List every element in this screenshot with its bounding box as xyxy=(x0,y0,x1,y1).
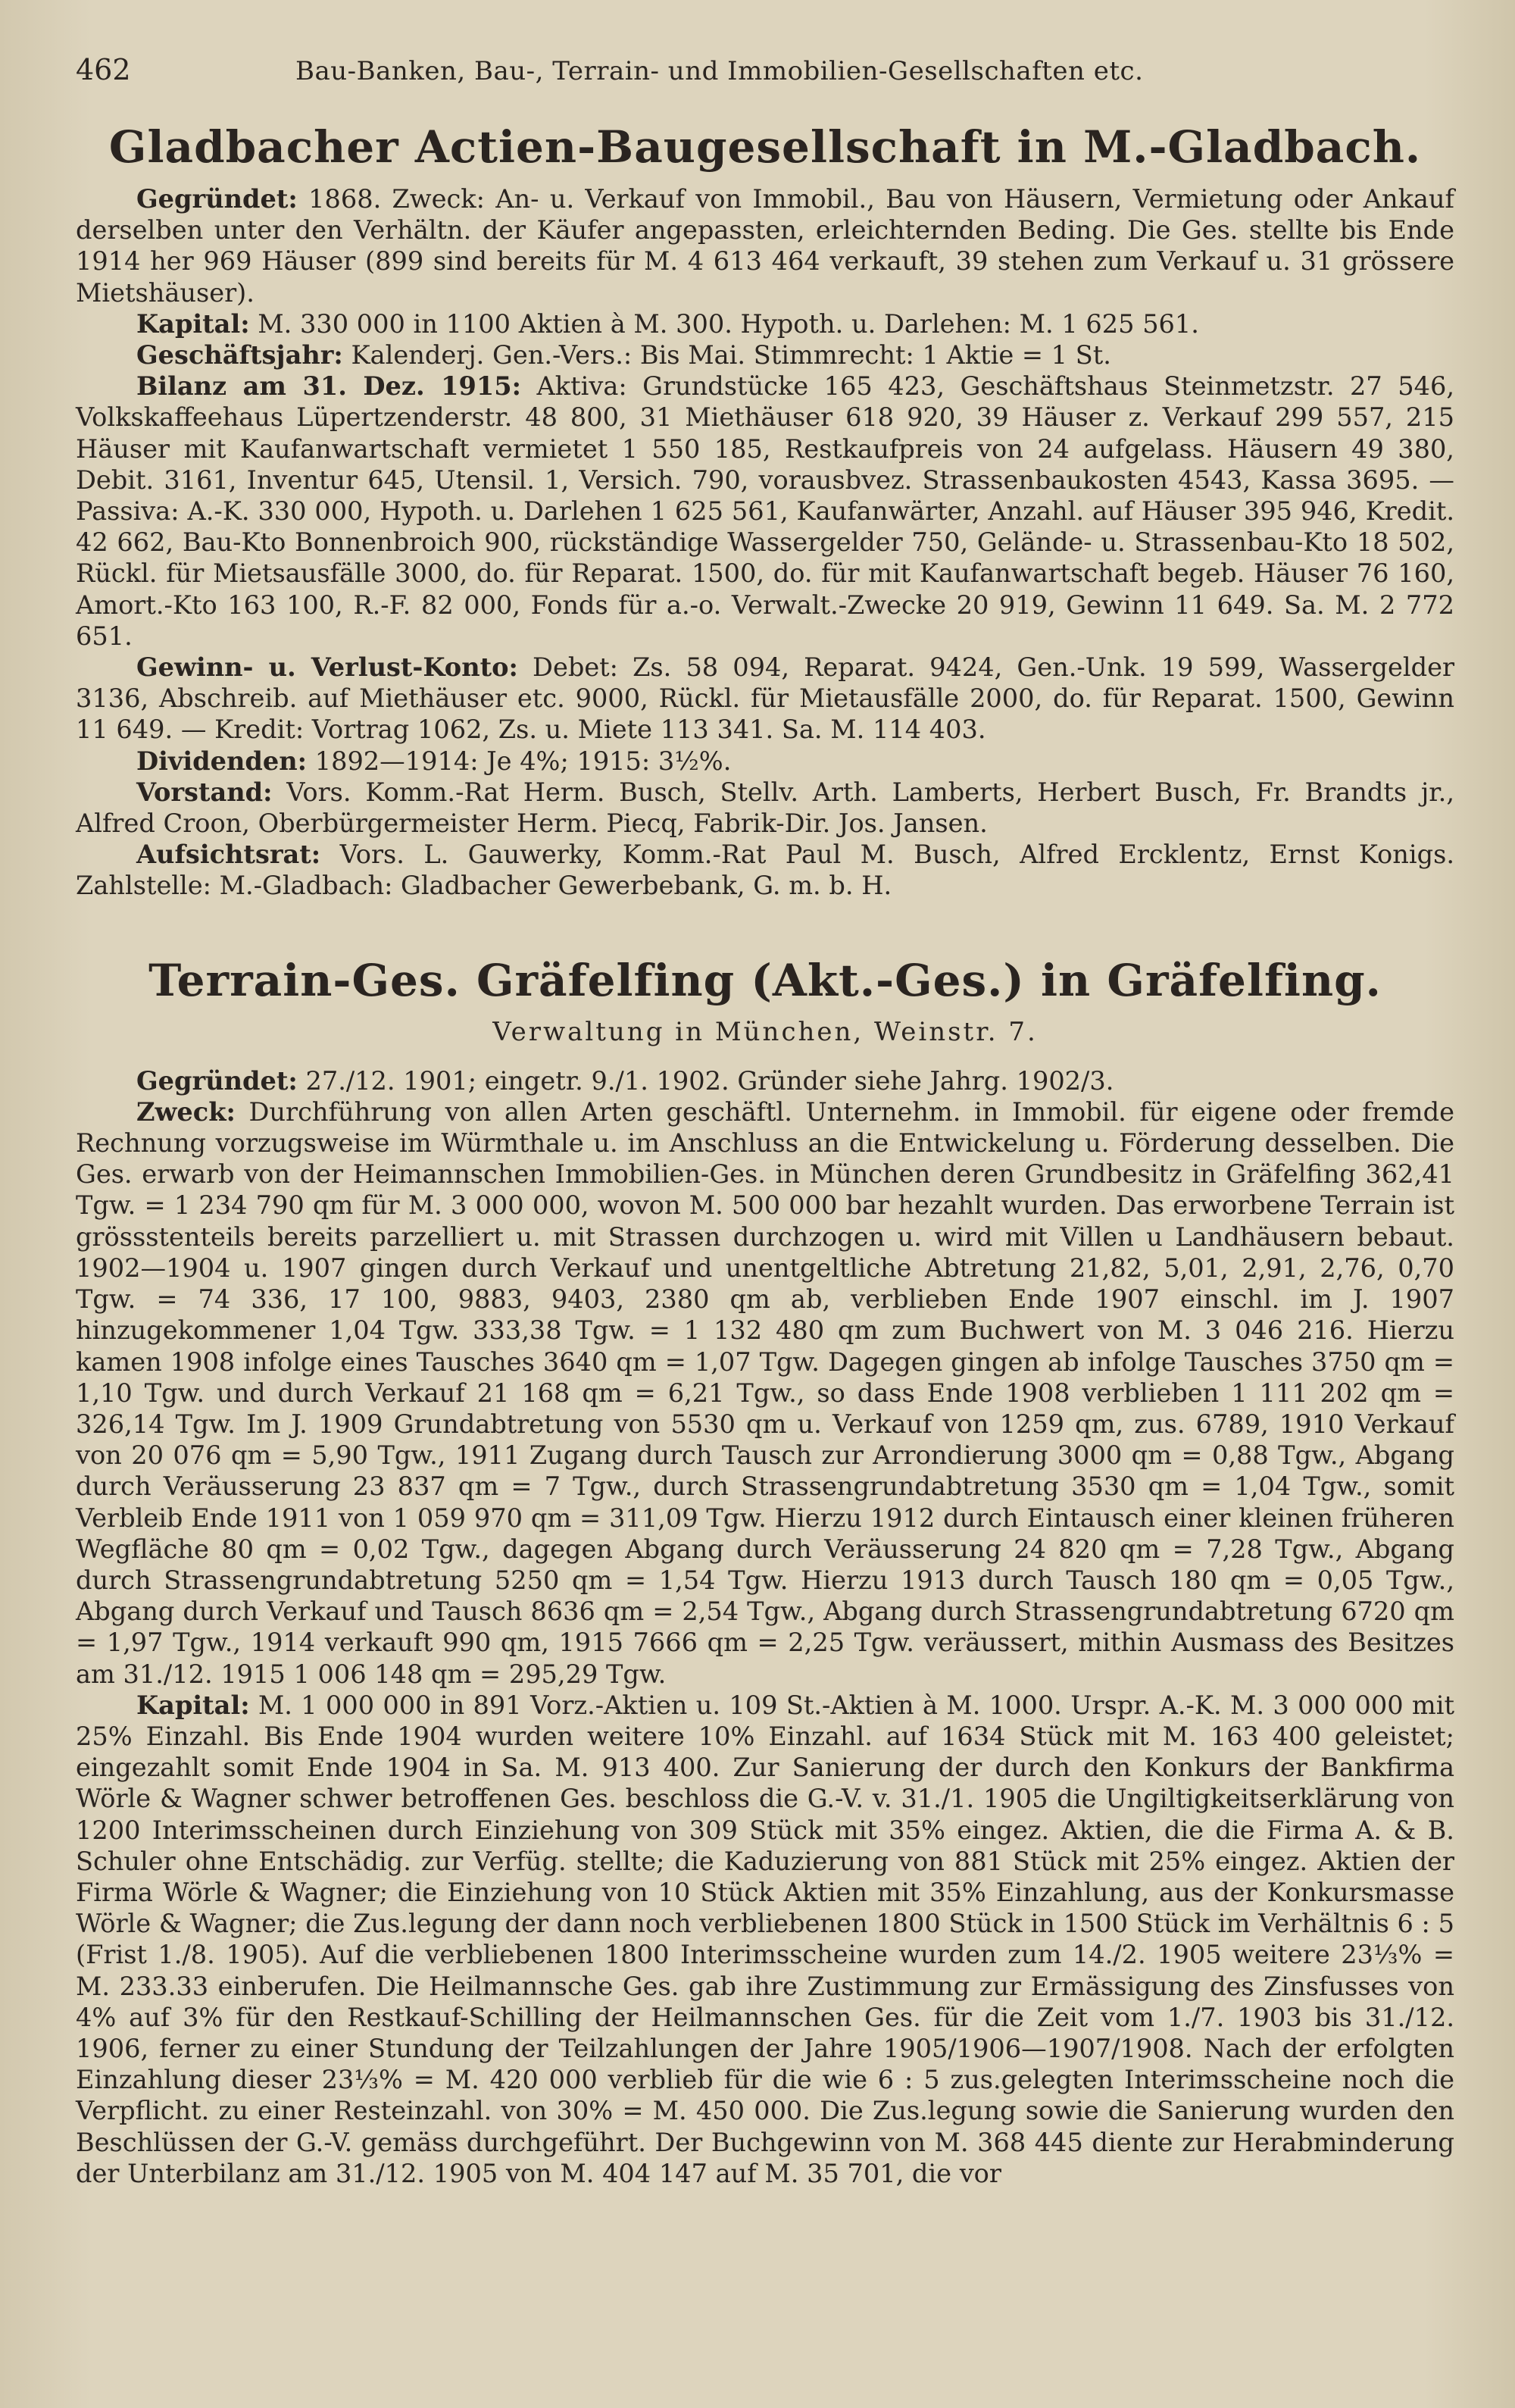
company1-profit-loss xyxy=(76,652,1454,746)
label: Vorstand: xyxy=(136,776,273,807)
company1-title: Gladbacher Actien-Baugesellschaft in M.-Gladbach. xyxy=(108,121,1422,173)
running-title: Bau-Banken, Bau-, Terrain- und Immobilien-Gesellschaften etc. xyxy=(295,56,1144,86)
text: Vors. Komm.-Rat Herm. Busch, Stellv. Arth. Lamberts, Herbert Busch, Fr. Brandts jr., Alfred Croon, Oberbürgermeister Herm. Piecq, Fabrik-Dir. Jos. Jansen. xyxy=(76,777,1454,839)
company2-capital xyxy=(76,1690,1454,2189)
company2-title: Terrain-Ges. Gräfelfing (Akt.-Ges.) in Gräfelfing. xyxy=(148,954,1382,1006)
label: Gewinn- u. Verlust-Konto: xyxy=(136,652,518,683)
text: 1868. Zweck: An- u. Verkauf von Immobil., Bau von Häusern, Vermietung oder Ankauf derselben unter den Verhältn. der Käufer angepassten, erleichternden Beding. Die Ges. stellte bis Ende 1914 her 969 Häuser (899 sind bereits für M. 4 613 464 verkauft, 39 stehen zum Verkauf u. 31 grössere Mietshäuser). xyxy=(76,184,1454,308)
text: 27./12. 1901; eingetr. 9./1. 1902. Gründer siehe Jahrg. 1902/3. xyxy=(297,1065,1114,1096)
label: Dividenden: xyxy=(136,745,308,776)
label: Gegründet: xyxy=(136,1065,298,1096)
company1-balance xyxy=(76,371,1454,652)
text: Durchführung von allen Arten geschäftl. Unternehm. in Immobil. für eigene oder fremde Rechnung vorzugsweise im Würmthale u. im Anschluss an die Entwickelung u. Förderung desselben. Die Ges. erwarb von der Heimannschen Immobilien-Ges. in München deren Grundbesitz in Gräfelfing 362,41 Tgw. = 1 234 790 qm für M. 3 000 000, wovon M. 500 000 bar hezahlt wurden. Das erworbene Terrain ist grössstenteils bereits parzelliert u. mit Strassen durchzogen u. wird mit Villen u Landhäusern bebaut. 1902—1904 u. 1907 gingen durch Verkauf und unentgeltliche Abtretung 21,82, 5,01, 2,91, 2,76, 0,70 Tgw. = 74 336, 17 100, 9883, 9403, 2380 qm ab, verblieben Ende 1907 einschl. im J. 1907 hinzugekommener 1,04 Tgw. 333,38 Tgw. = 1 132 480 qm zum Buchwert von M. 3 046 216. Hierzu kamen 1908 infolge eines Tausches 3640 qm = 1,07 Tgw. Dagegen gingen ab infolge Tausches 3750 qm = 1,10 Tgw. und durch Verkauf 21 168 qm = 6,21 Tgw., so dass Ende 1908 verblieben 1 111 202 qm = 326,14 Tgw. Im J. 1909 Grundabtretung von 5530 qm u. Verkauf von 1259 qm, zus. 6789, 1910 Verkauf von 20 076 qm = 5,90 Tgw., 1911 Zugang durch Tausch zur Arrondierung 3000 qm = 0,88 Tgw., Abgang durch Veräusserung 23 837 qm = 7 Tgw., durch Strassengrundabtretung 3530 qm = 1,04 Tgw., somit Verbleib Ende 1911 von 1 059 970 qm = 311,09 Tgw. Hierzu 1912 durch Eintausch einer kleinen früheren Wegfläche 80 qm = 0,02 Tgw., dagegen Abgang durch Veräusserung 24 820 qm = 7,28 Tgw., Abgang durch Strassengrundabtretung 5250 qm = 1,54 Tgw. Hierzu 1913 durch Tausch 180 qm = 0,05 Tgw., Abgang durch Verkauf und Tausch 8636 qm = 2,54 Tgw., Abgang durch Strassengrundabtretung 6720 qm = 1,97 Tgw., 1914 verkauft 990 qm, 1915 7666 qm = 2,25 Tgw. veräussert, mithin Ausmass des Besitzes am 31./12. 1915 1 006 148 qm = 295,29 Tgw. xyxy=(76,1096,1454,1689)
text: 1892—1914: Je 4%; 1915: 3½%. xyxy=(307,746,732,776)
text: Aktiva: Grundstücke 165 423, Geschäftshaus Steinmetzstr. 27 546, Volkskaffeehaus Lüpertzenderstr. 48 800, 31 Miethäuser 618 920, 39 Häuser z. Verkauf 299 557, 215 Häuser mit Kaufanwartschaft vermietet 1 550 185, Restkaufpreis von 24 aufgelass. Häusern 49 380, Debit. 3161, Inventur 645, Utensil. 1, Versich. 790, vorausbvez. Strassenbaukosten 4543, Kassa 3695. — Passiva: A.-K. 330 000, Hypoth. u. Darlehen 1 625 561, Kaufanwärter, Anzahl. auf Häuser 395 946, Kredit. 42 662, Bau-Kto Bonnenbroich 900, rückständige Wassergelder 750, Gelände- u. Strassenbau-Kto 18 502, Rückl. für Mietsausfälle 3000, do. für Reparat. 1500, do. für mit Kaufanwartschaft begeb. Häuser 76 160, Amort.-Kto 163 100, R.-F. 82 000, Fonds für a.-o. Verwalt.-Zwecke 20 919, Gewinn 11 649. Sa. M. 2 772 651. xyxy=(76,371,1454,651)
running-header xyxy=(76,53,1454,114)
company2-founded xyxy=(76,1065,1454,1096)
label: Bilanz am 31. Dez. 1915: xyxy=(136,371,522,402)
label: Geschäftsjahr: xyxy=(136,339,343,371)
text: Kalenderj. Gen.-Vers.: Bis Mai. Stimmrecht: 1 Aktie = 1 St. xyxy=(342,340,1111,371)
company1-business-year xyxy=(76,339,1454,371)
company1-founded xyxy=(76,183,1454,308)
label: Kapital: xyxy=(136,1689,250,1720)
label: Aufsichtsrat: xyxy=(136,839,321,870)
page-number: 462 xyxy=(76,53,131,86)
company1-capital xyxy=(76,308,1454,339)
label: Gegründet: xyxy=(136,183,298,214)
label: Zweck: xyxy=(136,1096,236,1127)
company1-dividends xyxy=(76,746,1454,777)
label: Kapital: xyxy=(136,308,250,339)
text: Vors. L. Gauwerky, Komm.-Rat Paul M. Busch, Alfred Ercklentz, Ernst Konigs. Zahlstelle: M.-Gladbach: Gladbacher Gewerbebank, G. m. b. H. xyxy=(76,840,1454,901)
text: Debet: Zs. 58 094, Reparat. 9424, Gen.-Unk. 19 599, Wassergelder 3136, Abschreib. auf Miethäuser etc. 9000, Rückl. für Mietausfälle 2000, do. für Reparat. 1500, Gewinn 11 649. — Kredit: Vortrag 1062, Zs. u. Miete 113 341. Sa. M. 114 403. xyxy=(76,652,1455,745)
company2-subtitle: Verwaltung in München, Weinstr. 7. xyxy=(492,1016,1038,1047)
text: M. 330 000 in 1100 Aktien à M. 300. Hypoth. u. Darlehen: M. 1 625 561. xyxy=(249,308,1199,339)
company2-purpose xyxy=(76,1096,1454,1690)
company1-supervisory-board xyxy=(76,839,1454,901)
company1-board xyxy=(76,777,1454,839)
text: M. 1 000 000 in 891 Vorz.-Aktien u. 109 St.-Aktien à M. 1000. Urspr. A.-K. M. 3 000 000 mit 25% Einzahl. Bis Ende 1904 wurden weitere 10% Einzahl. auf 1634 Stück mit M. 163 400 geleistet; eingezahlt somit Ende 1904 in Sa. M. 913 400. Zur Sanierung der durch den Konkurs der Bankfirma Wörle & Wagner schwer betroffenen Ges. beschloss die G.-V. v. 31./1. 1905 die Ungiltigkeitserklärung von 1200 Interimsscheinen durch Einziehung von 309 Stück mit 35% eingez. Aktien, die die Firma A. & B. Schuler ohne Entschädig. zur Verfüg. stellte; die Kaduzierung von 881 Stück mit 25% eingez. Aktien der Firma Wörle & Wagner; die Einziehung von 10 Stück Aktien mit 35% Einzahlung, aus der Konkursmasse Wörle & Wagner; die Zus.legung der dann noch verbliebenen 1800 Stück in 1500 Stück im Verhältnis 6 : 5 (Frist 1./8. 1905). Auf die verbliebenen 1800 Interimsscheine wurden zum 14./2. 1905 weitere 23⅓% = M. 233.33 einberufen. Die Heilmannsche Ges. gab ihre Zustimmung zur Ermässigung des Zinsfusses von 4% auf 3% für den Restkauf-Schilling der Heilmannschen Ges. für die Zeit vom 1./7. 1903 bis 31./12. 1906, ferner zu einer Stundung der Teilzahlungen der Jahre 1905/1906—1907/1908. Nach der erfolgten Einzahlung dieser 23⅓% = M. 420 000 verblieb für die wie 6 : 5 zus.gelegten Interimsscheine noch die Verpflicht. zu einer Resteinzahl. von 30% = M. 450 000. Die Zus.legung sowie die Sanierung wurden den Beschlüssen der G.-V. gemäss durchgeführt. Der Buchgewinn von M. 368 445 diente zur Herabminderung der Unterbilanz am 31./12. 1905 von M. 404 147 auf M. 35 701, die vor xyxy=(76,1690,1454,2188)
